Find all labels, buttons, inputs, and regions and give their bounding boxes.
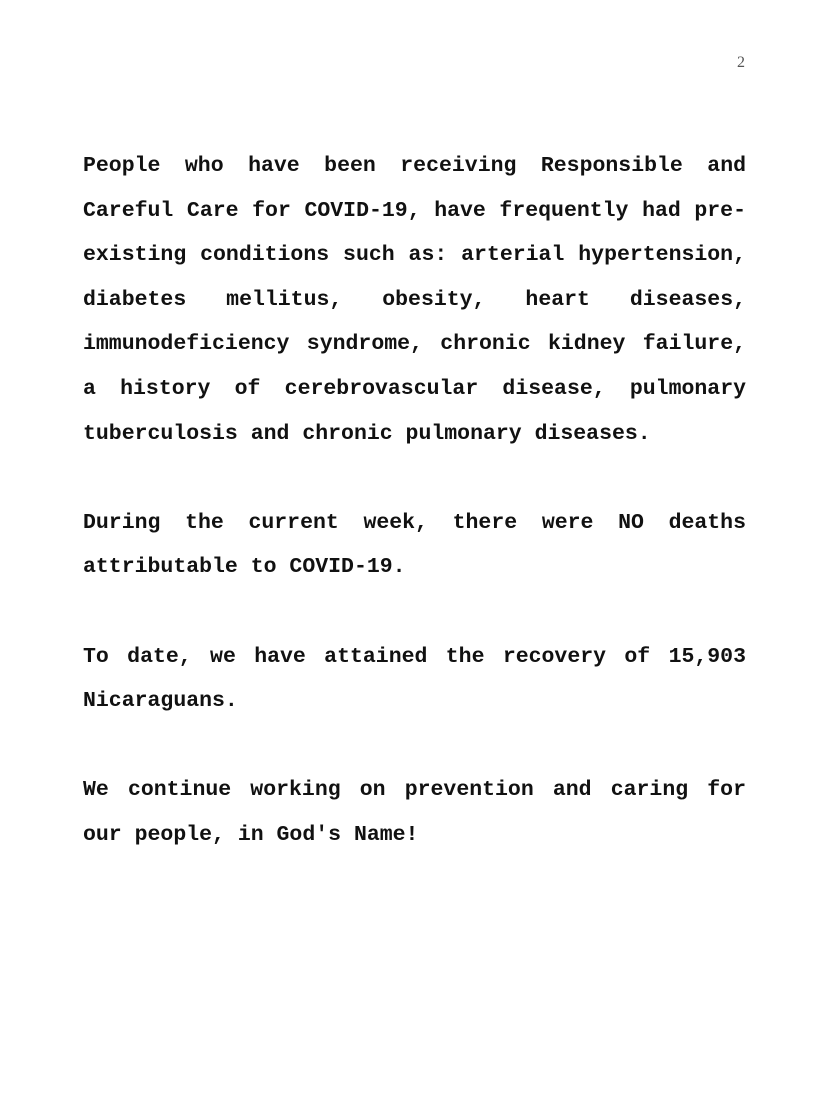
paragraph-recoveries: To date, we have attained the recovery of 15,903 Nicaraguans.	[83, 644, 746, 714]
body-text	[83, 144, 746, 858]
paragraph-closing: We continue working on prevention and caring for our people, in God's Name!	[83, 778, 746, 847]
paragraph-preexisting-conditions: People who have been receiving Responsible and Careful Care for COVID-19, have frequently had pre-existing conditions such as: arterial hypertension, diabetes mellitus, obesity, heart diseases, immunodeficiency syndrome, chronic kidney failure, a history of cerebrovascular disease, pulmonary tuberculosis and chronic pulmonary diseases.	[83, 154, 746, 446]
page-number: 2	[737, 54, 745, 71]
paragraph-deaths: During the current week, there were NO deaths attributable to COVID-19.	[83, 510, 746, 580]
